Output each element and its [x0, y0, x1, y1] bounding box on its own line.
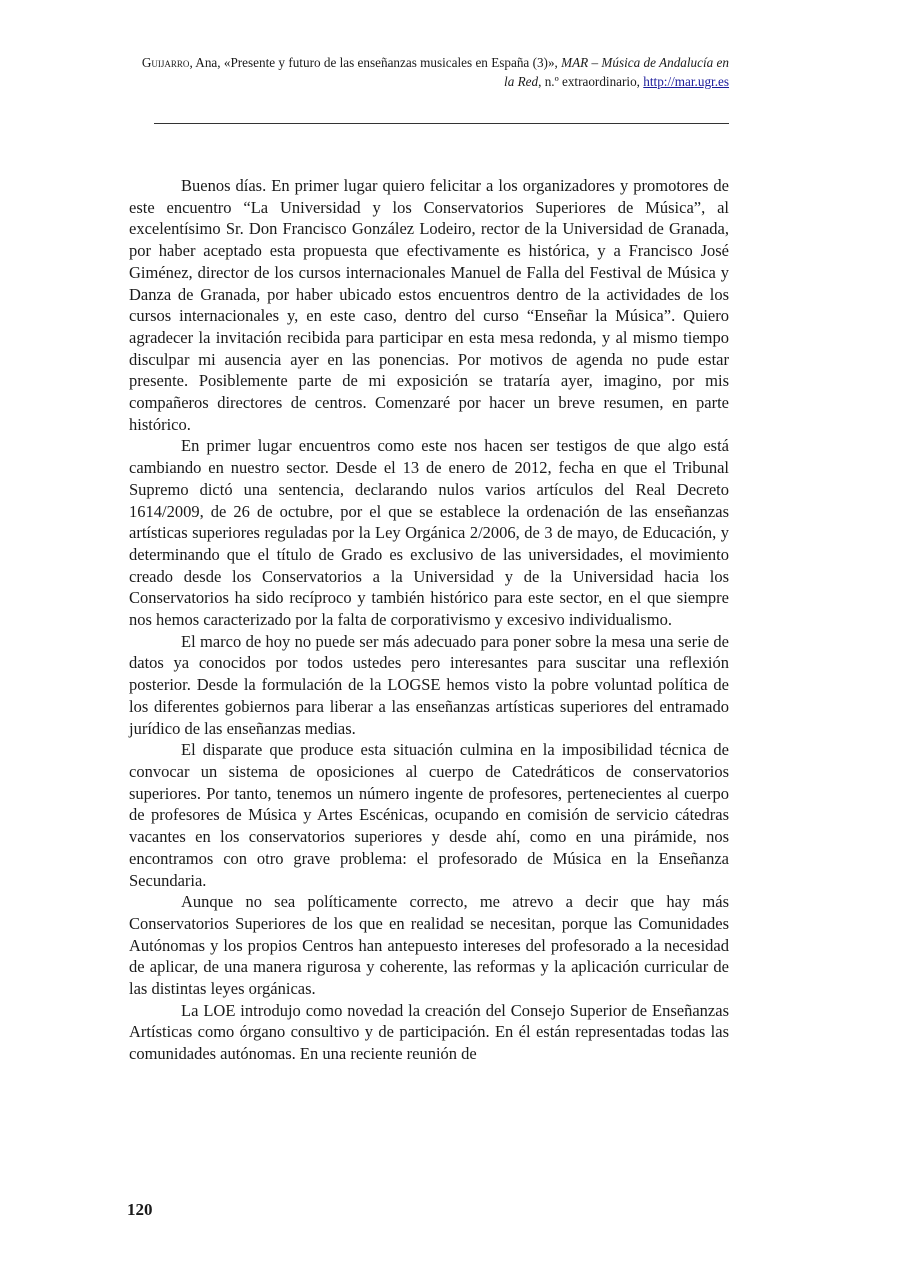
paragraph: En primer lugar encuentros como este nos hacen ser testigos de que algo está cambiando en nuestro sector. Desde el 13 de enero de 2012, fecha en que el Tribunal Supremo dictó una sentencia, declarando nulos varios artículos del Real Decreto 1614/2009, de 26 de octubre, por el que se establece la ordenación de las enseñanzas artísticas superiores reguladas por la Ley Orgánica 2/2006, de 3 de mayo, de Educación, y determinando que el título de Grado es exclusivo de las universidades, el movimiento creado desde los Conservatorios a la Universidad y de la Universidad hacia los Conservatorios ha sido recíproco y también histórico para este sector, en el que siempre nos hemos caracterizado por la falta de corporativismo y excesivo individualismo. [129, 436, 729, 630]
header-divider [154, 123, 729, 124]
body-text [129, 175, 729, 1065]
header-issue: , n.º extraordinario, [538, 74, 644, 89]
paragraph: El disparate que produce esta situación culmina en la imposibilidad técnica de convocar un sistema de oposiciones al cuerpo de Catedráticos de conservatorios superiores. Por tanto, tenemos un número ingente de profesores, pertenecientes al cuerpo de profesores de Música y Artes Escénicas, ocupando en comisión de servicio cátedras vacantes en los conservatorios superiores y desde ahí, como en una pirámide, nos encontramos con otro grave problema: el profesorado de Música en la Enseñanza Secundaria. [129, 740, 729, 890]
header-author: Guijarro [141, 55, 190, 70]
paragraph: Aunque no sea políticamente correcto, me atrevo a decir que hay más Conservatorios Superiores de los que en realidad se necesitan, porque las Comunidades Autónomas y los propios Centros han antepuesto intereses del profesorado a la necesidad de aplicar, de una manera rigurosa y coherente, las reformas y la aplicación curricular de las distintas leyes orgánicas. [129, 892, 729, 999]
paragraph: El marco de hoy no puede ser más adecuado para poner sobre la mesa una serie de datos ya conocidos por todos ustedes pero interesantes para suscitar una reflexión posterior. Desde la formulación de la LOGSE hemos visto la pobre voluntad política de los diferentes gobiernos para liberar a las enseñanzas artísticas superiores del entramado jurídico de las enseñanzas medias. [129, 631, 729, 738]
header-citation: , Ana, «Presente y futuro de las enseñanzas musicales en España (3)», [189, 55, 562, 70]
page-number: 120 [127, 1200, 153, 1219]
running-header [129, 53, 729, 91]
header-url-link[interactable]: http://mar.ugr.es [643, 74, 729, 89]
header-journal: MAR – Música de Andalucía en la Red [504, 55, 729, 89]
paragraph: Buenos días. En primer lugar quiero felicitar a los organizadores y promotores de este encuentro “La Universidad y los Conservatorios Superiores de Música”, al excelentísimo Sr. Don Francisco González Lodeiro, rector de la Universidad de Granada, por haber aceptado esta propuesta que efectivamente es histórica, y a Francisco José Giménez, director de los cursos internacionales Manuel de Falla del Festival de Música y Danza de Granada, por haber ubicado estos encuentros dentro de la actividades de los cursos internacionales y, en este caso, dentro del curso “Enseñar la Música”. Quiero agradecer la invitación recibida para participar en esta mesa redonda, y al mismo tiempo disculpar mi ausencia ayer en las ponencias. Por motivos de agenda no pude estar presente. Posiblemente parte de mi exposición se trataría ayer, imagino, por mis compañeros directores de centros. Comenzaré por hacer un breve resumen, en parte histórico. [129, 176, 729, 434]
paragraph: La LOE introdujo como novedad la creación del Consejo Superior de Enseñanzas Artísticas como órgano consultivo y de participación. En él están representadas todas las comunidades autónomas. En una reciente reunión de [129, 1000, 729, 1064]
